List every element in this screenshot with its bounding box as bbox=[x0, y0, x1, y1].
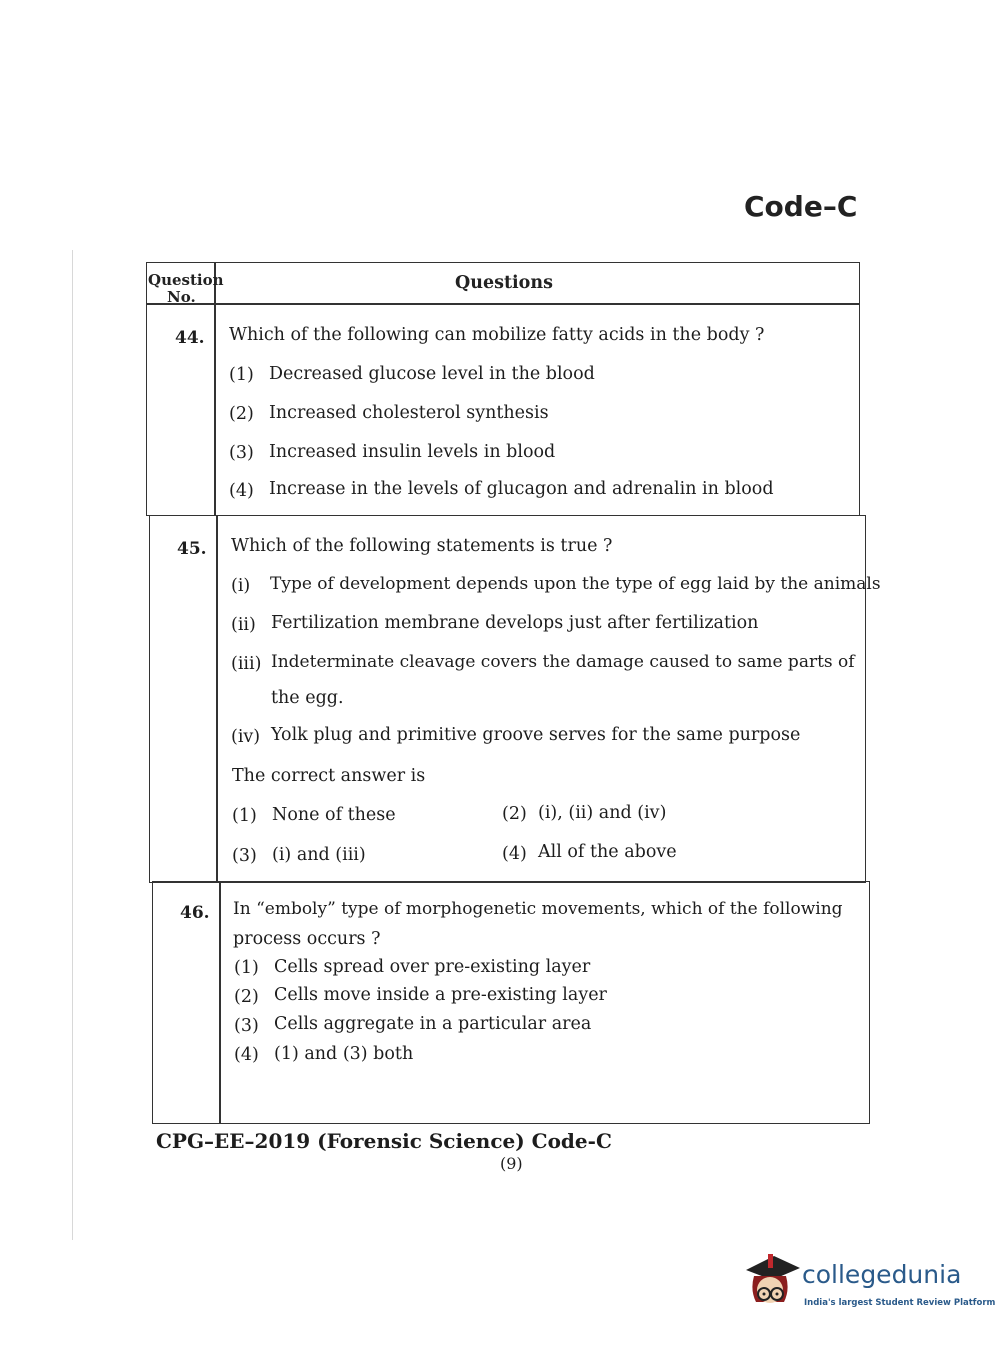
option-label: (2) bbox=[502, 804, 527, 824]
statement-label: (iii) bbox=[231, 654, 262, 674]
table-header-block bbox=[146, 262, 860, 516]
column-divider-2 bbox=[216, 515, 218, 883]
option-text: (i), (ii) and (iv) bbox=[538, 803, 667, 823]
brand-logo[interactable] bbox=[742, 1250, 996, 1320]
option-text: None of these bbox=[272, 805, 396, 825]
brand-tagline: India's largest Student Review Platform bbox=[804, 1298, 996, 1308]
option-text: Decreased glucose level in the blood bbox=[269, 364, 595, 384]
question-stem: Which of the following can mobilize fatty acids in the body ? bbox=[229, 325, 765, 345]
statement-text: Type of development depends upon the type of egg laid by the animals bbox=[270, 574, 881, 594]
qno-header-line1: Question bbox=[148, 271, 224, 289]
page-number: (9) bbox=[500, 1154, 523, 1173]
answer-prompt: The correct answer is bbox=[232, 766, 426, 786]
option-label: (3) bbox=[229, 443, 254, 463]
scan-edge-line bbox=[72, 250, 73, 1240]
option-text: Cells move inside a pre-existing layer bbox=[274, 985, 607, 1005]
option-text: Cells aggregate in a particular area bbox=[274, 1014, 592, 1034]
column-divider-3 bbox=[219, 881, 221, 1124]
column-divider-1 bbox=[214, 262, 216, 516]
statement-text: Fertilization membrane develops just after fertilization bbox=[271, 613, 759, 633]
table-block-45 bbox=[149, 515, 866, 883]
option-label: (3) bbox=[234, 1016, 259, 1036]
question-number: 46. bbox=[180, 903, 210, 923]
statement-text-continued: the egg. bbox=[271, 688, 344, 708]
option-label: (1) bbox=[229, 365, 254, 385]
option-label: (4) bbox=[229, 481, 254, 501]
option-label: (4) bbox=[502, 844, 527, 864]
questions-header: Questions bbox=[455, 273, 553, 293]
question-number: 44. bbox=[175, 328, 205, 348]
option-label: (2) bbox=[234, 987, 259, 1007]
qno-header-line2: No. bbox=[167, 288, 196, 306]
statement-label: (iv) bbox=[231, 727, 261, 747]
option-label: (2) bbox=[229, 404, 254, 424]
question-number: 45. bbox=[177, 539, 207, 559]
footer-title: CPG–EE–2019 (Forensic Science) Code-C bbox=[156, 1129, 612, 1153]
option-label: (1) bbox=[234, 958, 259, 978]
question-stem: Which of the following statements is true ? bbox=[231, 536, 613, 556]
option-label: (1) bbox=[232, 806, 257, 826]
header-separator bbox=[146, 303, 860, 305]
mascot-logo-icon bbox=[742, 1250, 802, 1320]
option-text: (i) and (iii) bbox=[272, 845, 366, 865]
option-text: Increase in the levels of glucagon and adrenalin in blood bbox=[269, 479, 774, 499]
question-stem-line2: process occurs ? bbox=[233, 929, 381, 949]
option-text: All of the above bbox=[538, 842, 677, 862]
option-label: (3) bbox=[232, 846, 257, 866]
option-label: (4) bbox=[234, 1045, 259, 1065]
brand-name: collegedunia bbox=[802, 1260, 962, 1289]
question-stem-line1: In “emboly” type of morphogenetic movements, which of the following bbox=[233, 899, 843, 919]
option-text: Increased insulin levels in blood bbox=[269, 442, 556, 462]
statement-label: (i) bbox=[231, 576, 251, 596]
option-text: Cells spread over pre-existing layer bbox=[274, 957, 591, 977]
statement-text: Yolk plug and primitive groove serves for the same purpose bbox=[271, 725, 801, 745]
statement-label: (ii) bbox=[231, 615, 256, 635]
option-text: Increased cholesterol synthesis bbox=[269, 403, 549, 423]
statement-text: Indeterminate cleavage covers the damage caused to same parts of bbox=[271, 652, 855, 672]
code-header: Code–C bbox=[744, 190, 858, 223]
option-text: (1) and (3) both bbox=[274, 1044, 414, 1064]
